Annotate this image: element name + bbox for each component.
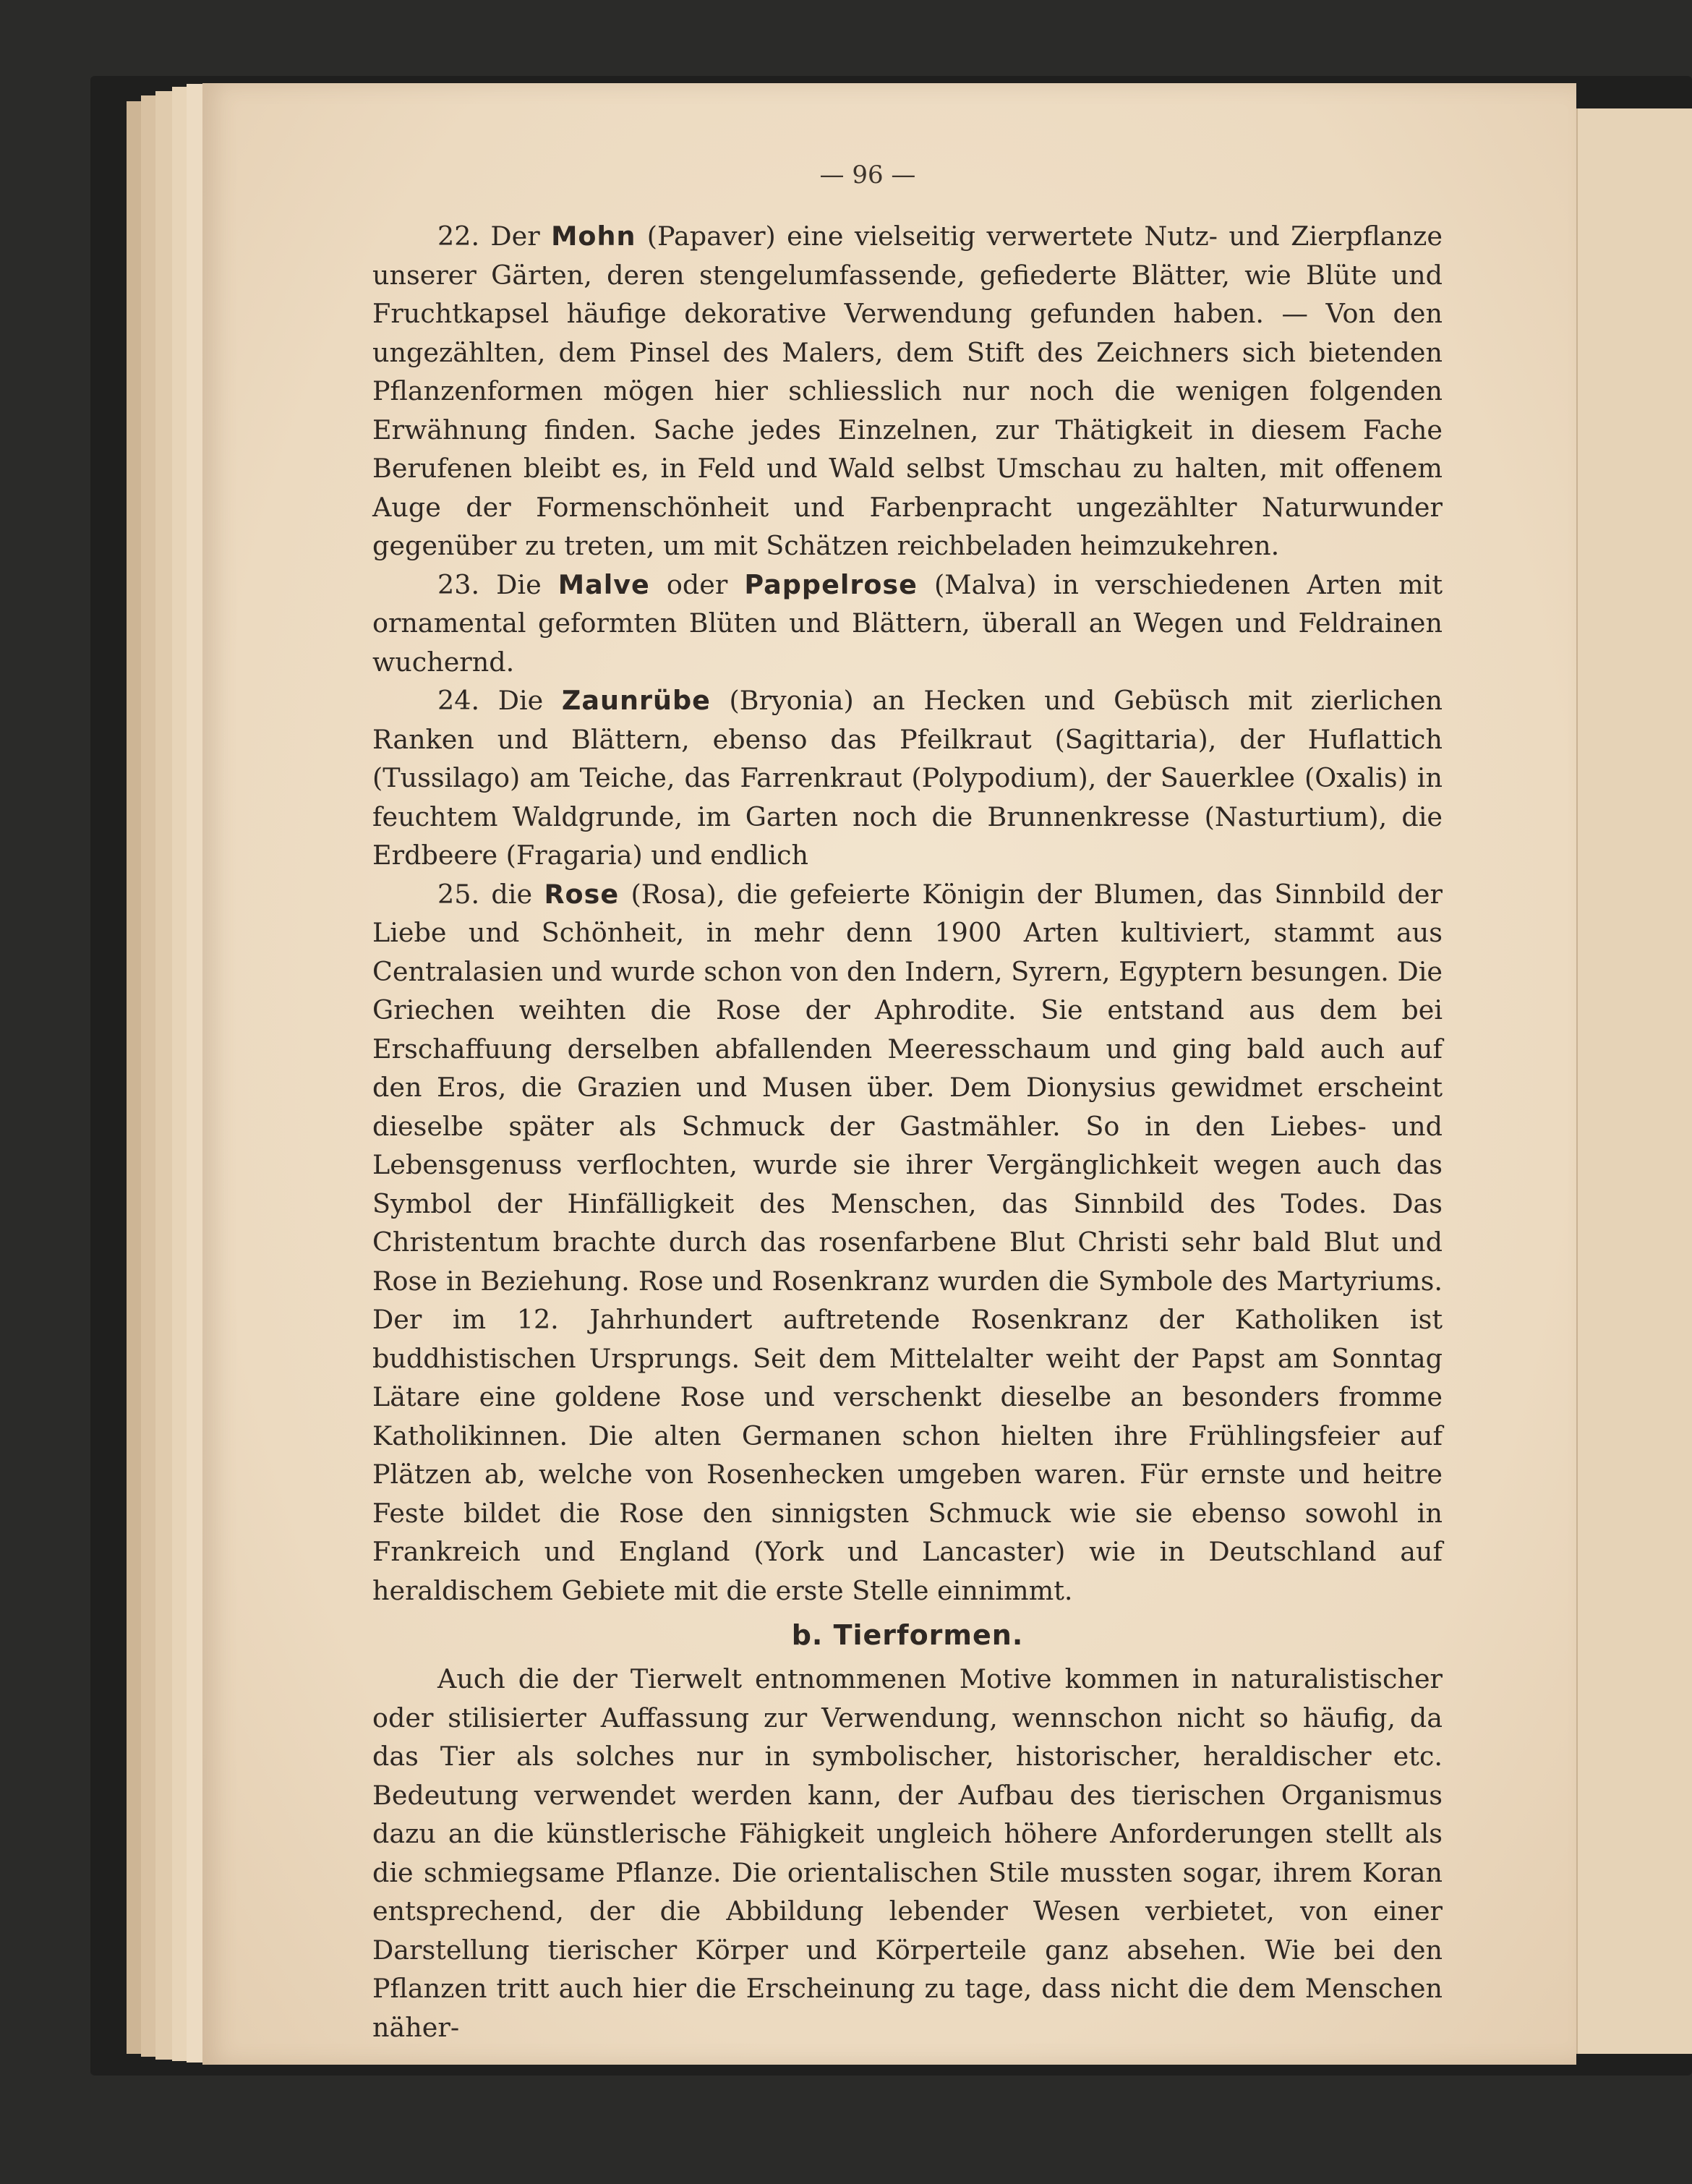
page-text <box>372 217 1443 2047</box>
text-run: (Bryonia) an Hecken und Gebüsch mit zierlichen Ranken und Blättern, ebenso das Pfeilkraut (Sagittaria), der Huflattich (Tussilago) am Teiche, das Farrenkraut (Polypodium), der Sauerklee (Oxalis) in feuchtem Waldgrunde, im Garten noch die Brunnenkresse (Nasturtium), die Erdbeere (Fragaria) und endlich <box>372 685 1443 871</box>
paragraph-22 <box>372 217 1443 566</box>
text-run: (Malva) in verschiedenen Arten mit ornamental geformten Blüten und Blättern, überall an Wegen und Feldrainen wuchernd. <box>372 568 1443 678</box>
text-run: oder <box>649 568 745 600</box>
section-heading: b. Tierformen. <box>791 1619 1024 1651</box>
text-run: (Papaver) eine vielseitig verwertete Nutz- und Zierpflanze unserer Gärten, deren stengelumfassende, gefiederte Blätter, wie Blüte und Fruchtkapsel häufige dekorative Verwendung gefunden haben. — Von den ungezählten, dem Pinsel des Malers, dem Stift des Zeichners sich bietenden Pflanzenformen mögen hier schliesslich nur noch die wenigen folgenden Erwähnung finden. Sache jedes Einzelnen, zur Thätigkeit in diesem Fache Berufenen bleibt es, in Feld und Wald selbst Umschau zu halten, mit offenem Auge der Formenschönheit und Farbenpracht ungezählter Naturwunder gegenüber zu treten, um mit Schätzen reichbeladen heimzukehren. <box>372 221 1443 561</box>
text-run: 22. Der <box>437 221 552 252</box>
facing-page-edge <box>1576 108 1692 2054</box>
paragraph-tierformen: Auch die der Tierwelt entnommenen Motive kommen in naturalistischer oder stilisierter Auffassung zur Verwendung, wennschon nicht so häufig, da das Tier als solches nur in symbolischer, historischer, heraldischer etc. Bedeutung verwendet werden kann, der Aufbau des tierischen Organismus dazu an die künstlerische Fähigkeit ungleich höhere Anforderungen stellt als die schmiegsame Pflanze. Die orientalischen Stile mussten sogar, ihrem Koran entsprechend, der die Abbildung lebender Wesen verbietet, von einer Darstellung tierischer Körper und Körperteile ganz absehen. Wie bei den Pflanzen tritt auch hier die Erscheinung zu tage, dass nicht die dem Menschen näher- <box>372 1663 1443 2043</box>
text-run: (Rosa), die gefeierte Königin der Blumen, das Sinnbild der Liebe und Schönheit, in mehr denn 1900 Arten kultiviert, stammt aus Centralasien und wurde schon von den Indern, Syrern, Egyptern besungen. Die Griechen weihten die Rose der Aphrodite. Sie entstand aus dem bei Erschaffuung derselben abfallenden Meeresschaum und ging bald auch auf den Eros, die Grazien und Musen über. Dem Dionysius gewidmet erscheint dieselbe später als Schmuck der Gastmähler. So in den Liebes- und Lebensgenuss verflochten, wurde sie ihrer Vergänglichkeit wegen auch das Symbol der Hinfälligkeit des Menschen, das Sinnbild des Todes. Das Christentum brachte durch das rosenfarbene Blut Christi sehr bald Blut und Rose in Beziehung. Rose und Rosenkranz wurden die Symbole des Martyriums. Der im 12. Jahrhundert auftretende Rosenkranz der Katholiken ist buddhistischen Ursprungs. Seit dem Mittelalter weiht der Papst am Sonntag Lätare eine goldene Rose und verschenkt dieselbe an besonders fromme Katholikinnen. Die alten Germanen schon hielten ihre Frühlingsfeier auf Plätzen ab, welche von Rosenhecken umgeben waren. Für ernste und heitre Feste bildet die Rose den sinnigsten Schmuck wie sie ebenso sowohl in Frankreich und England (York und Lancaster) wie in Deutschland auf heraldischem Gebiete mit die erste Stelle einnimmt. <box>372 878 1443 1606</box>
bold-term: Mohn <box>551 221 636 252</box>
bold-term: Pappelrose <box>744 568 918 600</box>
bold-term: Malve <box>557 568 650 600</box>
bold-term: Rose <box>544 878 620 910</box>
bold-term: Zaunrübe <box>561 685 711 716</box>
paragraph-23 <box>372 566 1443 682</box>
paragraph-24 <box>372 681 1443 875</box>
text-run: 23. Die <box>437 568 558 600</box>
text-run: 25. die <box>437 878 544 910</box>
page-number: — 96 — <box>819 161 916 189</box>
text-run: 24. Die <box>437 685 562 716</box>
paragraph-25 <box>372 875 1443 1611</box>
